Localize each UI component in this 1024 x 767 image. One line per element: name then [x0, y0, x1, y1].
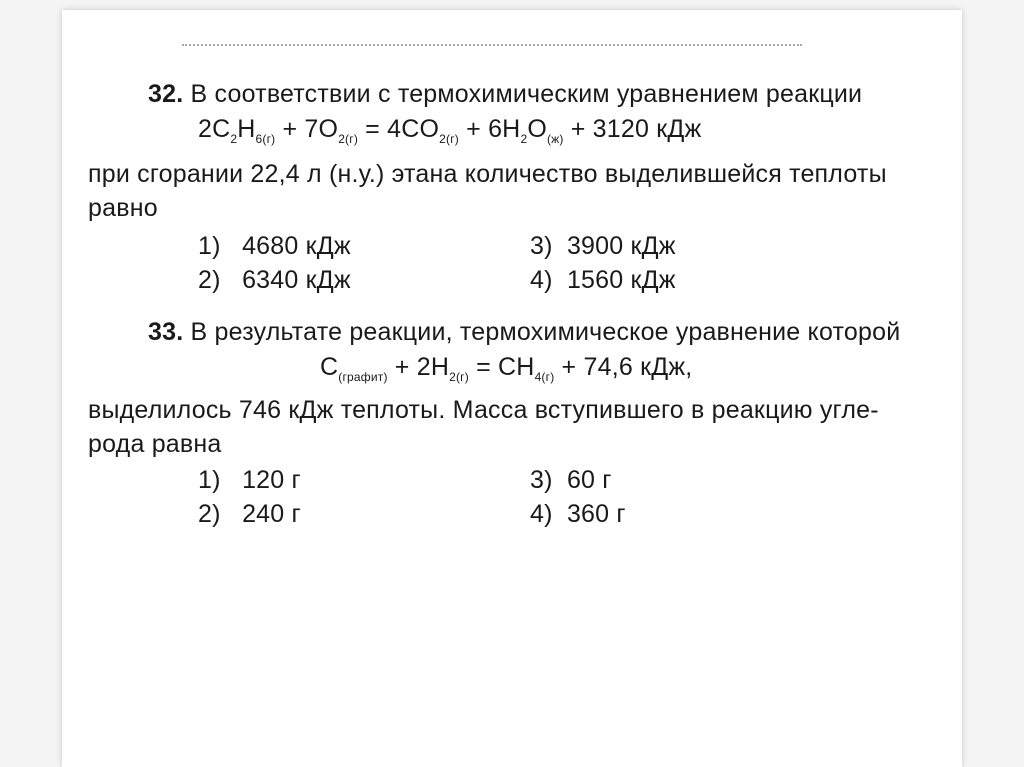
eq-part: = 4CO: [358, 115, 440, 143]
problem-32-option-3: [530, 232, 676, 261]
problem-33-number: 33.: [148, 318, 184, 346]
problem-33-option-1: [198, 466, 301, 495]
problem-32-equation: [198, 115, 701, 144]
problem-32-body-line-1: при сгорании 22,4 л (н.у.) этана количество выделившейся теплоты: [88, 160, 887, 188]
eq-subscript: 2(г): [338, 132, 359, 146]
eq-part: C: [320, 353, 339, 381]
eq-subscript: 2: [230, 132, 238, 146]
problem-32-option-1: [198, 232, 351, 261]
option-value: 120 г: [242, 466, 301, 494]
eq-part: = CH: [468, 353, 535, 381]
eq-part: + 6H: [458, 115, 521, 143]
eq-part: 2C: [198, 115, 231, 143]
problem-32-body-line-2: равно: [88, 194, 158, 222]
cropped-text-artifact: [182, 44, 802, 52]
option-value: 6340 кДж: [242, 266, 351, 294]
problem-32-option-4: [530, 266, 676, 295]
option-value: 4680 кДж: [242, 232, 351, 260]
option-value: 240 г: [242, 500, 301, 528]
problem-33-body-line-2: рода равна: [88, 430, 222, 458]
problem-33-intro: [148, 318, 900, 347]
option-label: 1): [198, 232, 221, 260]
problem-33-equation: [320, 353, 692, 382]
option-label: 2): [198, 266, 221, 294]
eq-subscript: 2: [520, 132, 528, 146]
eq-part: H: [237, 115, 256, 143]
eq-part: O: [527, 115, 547, 143]
option-value: 3900 кДж: [566, 232, 676, 260]
eq-subscript: 6(г): [255, 132, 276, 146]
option-value: 1560 кДж: [566, 266, 676, 294]
option-label: 4): [530, 266, 553, 294]
problem-33-option-3: [530, 466, 612, 495]
eq-part: + 3120 кДж: [563, 115, 702, 143]
problem-33-intro-text: В результате реакции, термохимическое уравнение которой: [190, 318, 901, 346]
eq-subscript: (графит): [338, 370, 388, 384]
option-label: 4): [530, 500, 553, 528]
eq-subscript: (ж): [546, 132, 564, 146]
option-label: 3): [530, 466, 553, 494]
option-label: 3): [530, 232, 553, 260]
eq-subscript: 2(г): [439, 132, 459, 146]
option-label: 1): [198, 466, 221, 494]
option-value: 60 г: [566, 466, 612, 494]
option-value: 360 г: [566, 500, 626, 528]
problem-33-option-2: [198, 500, 301, 529]
problem-32-intro-text: В соответствии с термохимическим уравнением реакции: [190, 80, 863, 108]
problem-33-option-4: [530, 500, 626, 529]
eq-subscript: 2(г): [449, 370, 469, 384]
document-page: [62, 10, 962, 767]
problem-32-intro: [148, 80, 862, 109]
eq-part: + 74,6 кДж,: [554, 353, 693, 381]
problem-33-body-line-1: выделилось 746 кДж теплоты. Масса вступившего в реакцию угле-: [88, 396, 879, 424]
option-label: 2): [198, 500, 221, 528]
eq-part: + 7O: [275, 115, 339, 143]
problem-32-number: 32.: [148, 80, 184, 108]
eq-part: + 2H: [387, 353, 450, 381]
eq-subscript: 4(г): [534, 370, 555, 384]
problem-32-option-2: [198, 266, 351, 295]
